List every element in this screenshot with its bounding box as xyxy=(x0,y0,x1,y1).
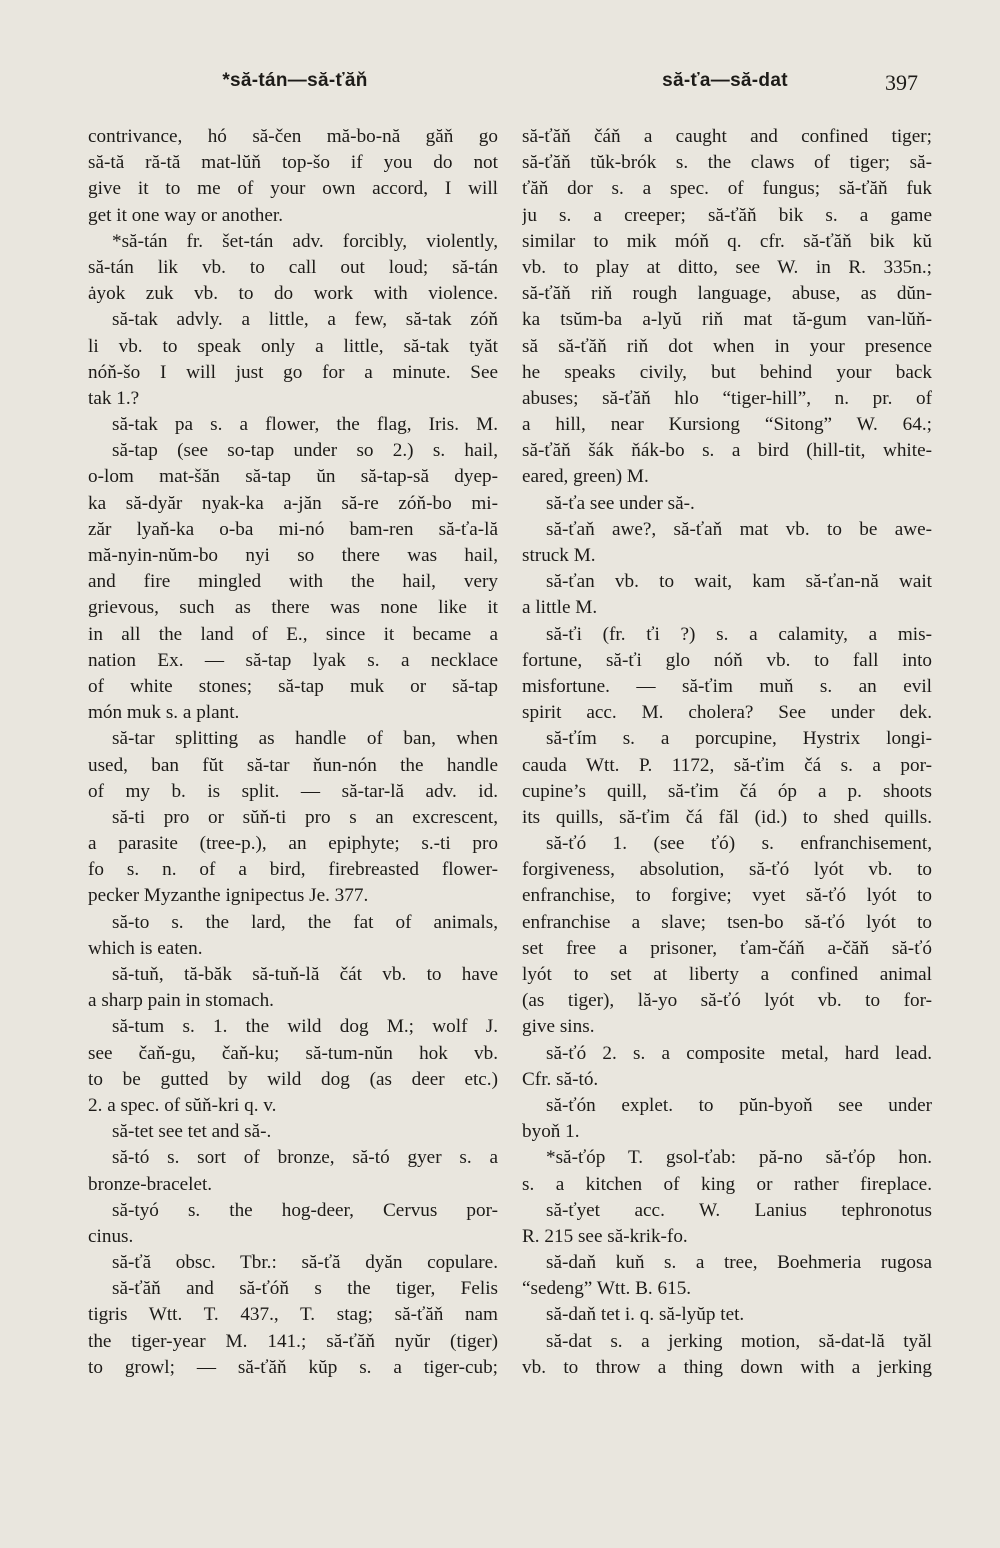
text-line: contrivance, hó să-čen mă-bo-nă găň go xyxy=(88,126,498,147)
text-line: give it to me of your own accord, I will xyxy=(88,178,498,200)
right-running-head: să-ťa—să-dat xyxy=(662,70,788,91)
text-line: a parasite (tree-p.), an epiphyte; s.-ti pro xyxy=(88,833,498,855)
text-line: vb. to throw a thing down with a jerking xyxy=(522,1356,932,1378)
text-line: get it one way or another. xyxy=(88,204,284,226)
page-number: 397 xyxy=(885,70,918,95)
text-line: (as tiger), lă-yo să-ťó lyót vb. to for- xyxy=(522,990,932,1012)
text-line: enfranchise, to forgive; vyet să-ťó lyót to xyxy=(522,885,932,907)
text-line: să-tuň, tă-băk să-tuň-lă čát vb. to have xyxy=(112,964,498,985)
text-line: să-daň tet i. q. să-lyŭp tet. xyxy=(546,1304,745,1326)
text-line: să-ťa see under să-. xyxy=(546,492,695,514)
text-line: grievous, such as there was none like it xyxy=(88,597,498,619)
text-line: să-tyó s. the hog-deer, Cervus por- xyxy=(112,1199,498,1221)
text-line: să-tet see tet and să-. xyxy=(112,1121,272,1143)
text-line: să-tak advly. a little, a few, să-tak zóň xyxy=(112,309,498,331)
text-line: give sins. xyxy=(522,1016,595,1038)
text-line: să-tó s. sort of bronze, să-tó gyer s. a xyxy=(112,1147,498,1169)
text-line: in all the land of E., since it became a xyxy=(88,623,498,645)
text-line: the tiger-year M. 141.; să-ťăň nyŭr (tiger) xyxy=(88,1330,498,1352)
text-line: cinus. xyxy=(88,1225,134,1247)
text-line: să-tap (see so-tap under so 2.) s. hail, xyxy=(112,440,498,462)
text-line: ka tsŭm-ba a-lyŭ riň mat tă-gum van-lŭň- xyxy=(522,309,932,331)
text-line: spirit acc. M. cholera? See under dek. xyxy=(522,702,932,724)
text-line: enfranchise a slave; tsen-bo să-ťó lyót to xyxy=(522,911,932,933)
text-line: eared, green) M. xyxy=(522,466,649,488)
text-line: să-ťyet acc. W. Lanius tephronotus xyxy=(546,1199,932,1221)
text-line: cupine’s quill, să-ťim čá óp a p. shoots xyxy=(522,780,932,802)
text-line: which is eaten. xyxy=(88,937,203,959)
text-line: să-daň kuň s. a tree, Boehmeria rugosa xyxy=(546,1252,932,1274)
text-line: bronze-bracelet. xyxy=(88,1173,213,1195)
text-line: of white stones; să-tap muk or să-tap xyxy=(88,675,498,697)
text-line: he speaks civily, but behind your back xyxy=(522,361,932,383)
text-line: s. a kitchen of king or rather fireplace. xyxy=(522,1173,932,1195)
text-line: să-ťăň šák ňák-bo s. a bird (hill-tit, white- xyxy=(522,440,932,462)
text-line: pecker Myzanthe ignipectus Je. 377. xyxy=(88,885,369,907)
text-line: “sedeng” Wtt. B. 615. xyxy=(522,1278,692,1300)
text-line: a sharp pain in stomach. xyxy=(88,990,274,1012)
text-line: să-tum s. 1. the wild dog M.; wolf J. xyxy=(112,1016,498,1038)
text-line: forgiveness, absolution, să-ťó lyót vb. to xyxy=(522,859,932,881)
text-line: fo s. n. of a bird, firebreasted flower- xyxy=(88,859,498,881)
left-column xyxy=(88,124,498,1381)
text-line: să-ťi (fr. ťi ?) s. a calamity, a mis- xyxy=(546,623,932,645)
text-line: să-ti pro or sŭň-ti pro s an excrescent, xyxy=(112,806,498,828)
text-line: tak 1.? xyxy=(88,387,140,409)
text-line: misfortune. — să-ťim muň s. an evil xyxy=(522,675,932,697)
text-line: să-tán lik vb. to call out loud; să-tán xyxy=(88,256,498,278)
text-line: nóň-šo I will just go for a minute. See xyxy=(88,361,498,383)
text-line: să-ťă obsc. Tbr.: să-ťă dyăn copulare. xyxy=(112,1252,498,1274)
text-line: vb. to play at ditto, see W. in R. 335n.; xyxy=(522,256,932,278)
text-line: să-tă ră-tă mat-lŭň top-šo if you do not xyxy=(88,152,498,174)
text-line: Cfr. să-tó. xyxy=(522,1068,599,1090)
text-line: to growl; — să-ťăň kŭp s. a tiger-cub; xyxy=(88,1356,498,1378)
text-line: să-tar splitting as handle of ban, when xyxy=(112,728,498,750)
text-line: used, ban fŭt să-tar ňun-nón the handle xyxy=(88,754,498,776)
text-line: o-lom mat-šăn să-tap ŭn să-tap-să dyep- xyxy=(88,466,498,488)
text-line: ka să-dyăr nyak-ka a-jăn să-re zóň-bo mi- xyxy=(88,492,498,514)
text-line: li vb. to speak only a little, să-tak tyăt xyxy=(88,335,498,357)
text-line: să-ťó 2. s. a composite metal, hard lead. xyxy=(546,1042,932,1064)
text-line: set free a prisoner, ťam-čáň a-čăň să-ťó xyxy=(522,937,932,959)
text-line: fortune, să-ťi glo nóň vb. to fall into xyxy=(522,649,932,671)
text-line: să-ťím s. a porcupine, Hystrix longi- xyxy=(546,728,932,750)
text-line: struck M. xyxy=(522,545,596,566)
text-line: mă-nyin-nŭm-bo nyi so there was hail, xyxy=(88,545,498,566)
right-column xyxy=(522,124,932,1381)
text-line: to be gutted by wild dog (as deer etc.) xyxy=(88,1068,498,1090)
text-line: tigris Wtt. T. 437., T. stag; să-ťăň nam xyxy=(88,1304,498,1326)
text-line: byoň 1. xyxy=(522,1121,580,1143)
text-line: să-dat s. a jerking motion, să-dat-lă tyăl xyxy=(546,1330,932,1352)
text-line: să-tak pa s. a flower, the flag, Iris. M. xyxy=(112,414,498,436)
text-line: its quills, să-ťim čá făl (id.) to shed quills. xyxy=(522,806,932,828)
text-line: and fire mingled with the hail, very xyxy=(88,571,498,593)
text-line: ťăň dor s. a spec. of fungus; să-ťăň fuk xyxy=(522,178,932,200)
text-line: ju s. a creeper; să-ťăň bik s. a game xyxy=(522,204,932,226)
text-line: să să-ťăň riň dot when in your presence xyxy=(522,335,932,357)
text-line: să-ťaň awe?, să-ťaň mat vb. to be awe- xyxy=(546,518,932,540)
text-line: să-ťón explet. to pŭn-byoň see under xyxy=(546,1094,932,1116)
text-line: a hill, near Kursiong “Sitong” W. 64.; xyxy=(522,414,932,436)
text-line: să-ťăň čáň a caught and confined tiger; xyxy=(522,126,932,147)
text-line: *să-ťóp T. gsol-ťab: pă-no să-ťóp hon. xyxy=(546,1147,932,1169)
text-line: of my b. is split. — să-tar-lă adv. id. xyxy=(88,780,498,802)
text-line: lyót to set at liberty a confined animal xyxy=(522,964,932,985)
text-line: R. 215 see să-krik-fo. xyxy=(522,1225,688,1247)
text-line: să-to s. the lard, the fat of animals, xyxy=(112,911,498,933)
left-running-head: *să-tán—să-ťăň xyxy=(222,70,368,91)
text-line: să-ťăň and să-ťóň s the tiger, Felis xyxy=(112,1278,498,1300)
text-line: 2. a spec. of sŭň-kri q. v. xyxy=(88,1094,277,1116)
text-line: ȧyok zuk vb. to do work with violence. xyxy=(88,283,498,305)
text-line: să-ťăň tŭk-brók s. the claws of tiger; să- xyxy=(522,152,932,174)
text-line: zăr lyaň-ka o-ba mi-nó bam-ren să-ťa-lă xyxy=(88,518,498,540)
text-line: *să-tán fr. šet-tán adv. forcibly, violently, xyxy=(112,230,498,252)
text-line: să-ťăň riň rough language, abuse, as dŭn- xyxy=(522,283,932,305)
text-line: să-ťó 1. (see ťó) s. enfranchisement, xyxy=(546,833,932,855)
text-line: similar to mik móň q. cfr. să-ťăň bik kŭ xyxy=(522,230,932,252)
text-line: cauda Wtt. P. 1172, să-ťim čá s. a por- xyxy=(522,754,932,776)
text-line: see čaň-gu, čaň-ku; să-tum-nŭn hok vb. xyxy=(88,1042,498,1064)
text-line: să-ťan vb. to wait, kam să-ťan-nă wait xyxy=(546,571,932,593)
text-line: a little M. xyxy=(522,597,598,619)
text-line: món muk s. a plant. xyxy=(88,702,240,724)
text-line: nation Ex. — să-tap lyak s. a necklace xyxy=(88,649,498,671)
text-line: abuses; să-ťăň hlo “tiger-hill”, n. pr. of xyxy=(522,387,932,409)
